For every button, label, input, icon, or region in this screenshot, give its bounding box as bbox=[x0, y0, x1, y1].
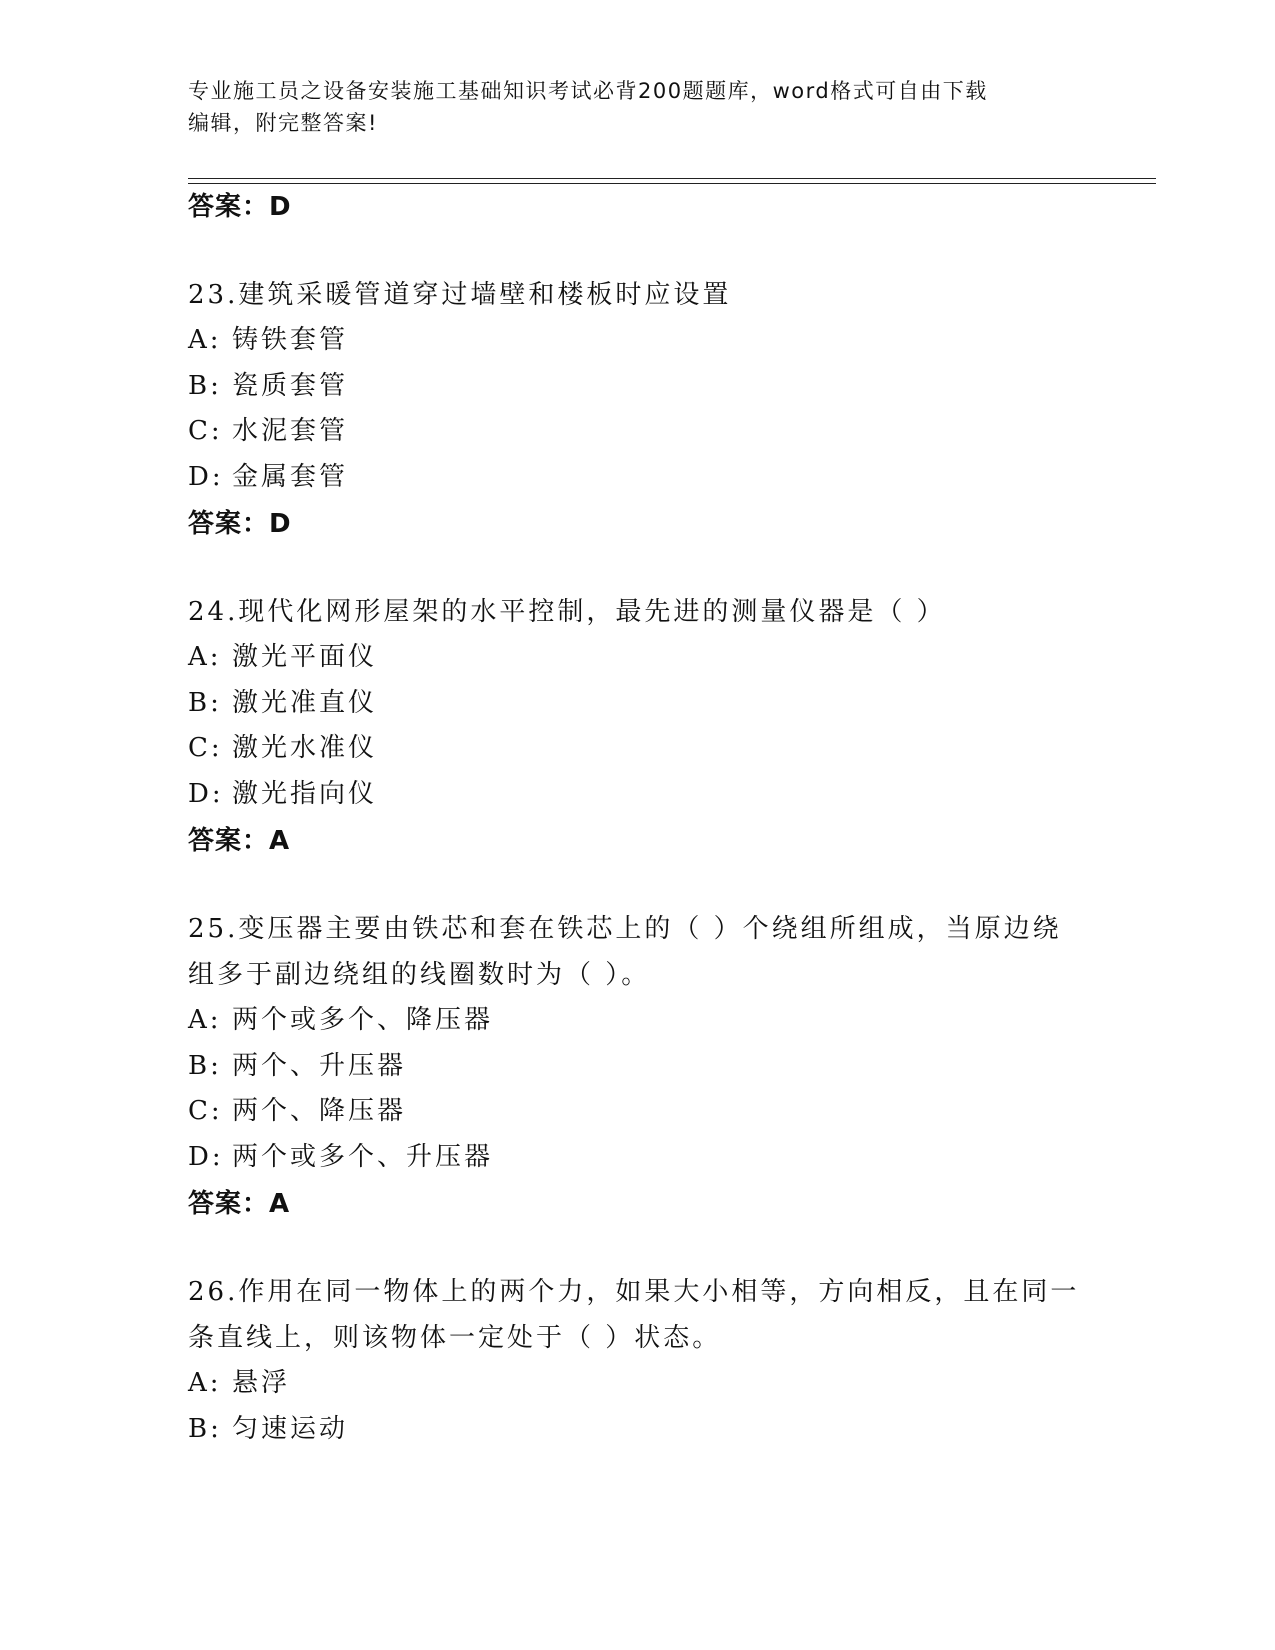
header-divider-bottom bbox=[188, 183, 1156, 184]
option-d bbox=[188, 455, 1088, 501]
option-letter: A: bbox=[188, 325, 222, 355]
question-stem-line-2: 组多于副边绕组的线圈数时为（ ）。 bbox=[188, 960, 651, 990]
question-stem-line-2: 条直线上，则该物体一定处于（ ）状态。 bbox=[188, 1323, 722, 1353]
answer-line: 答案：A bbox=[188, 826, 291, 856]
option-a bbox=[188, 318, 1088, 364]
question-list bbox=[188, 190, 1088, 1452]
option-letter: B: bbox=[188, 1413, 222, 1444]
question-stem-line-1: 25.变压器主要由铁芯和套在铁芯上的（ ）个绕组所组成，当原边绕 bbox=[188, 914, 1062, 944]
option-a bbox=[188, 1361, 1088, 1407]
answer-line: 答案：D bbox=[188, 509, 292, 539]
header-line-1: 专业施工员之设备安装施工基础知识考试必背200题题库，word格式可自由下载 bbox=[188, 79, 988, 103]
question-23 bbox=[188, 272, 1088, 541]
option-text: 激光指向仪 bbox=[232, 778, 378, 809]
option-d bbox=[188, 1135, 1088, 1181]
option-letter: C: bbox=[188, 416, 223, 446]
question-24 bbox=[188, 589, 1088, 858]
option-text: 铸铁套管 bbox=[232, 325, 349, 355]
option-letter: B: bbox=[188, 1050, 222, 1081]
option-b bbox=[188, 1044, 1088, 1090]
question-stem-line-1: 26.作用在同一物体上的两个力，如果大小相等，方向相反，且在同一 bbox=[188, 1277, 1080, 1307]
option-text: 瓷质套管 bbox=[232, 370, 349, 401]
option-text: 匀速运动 bbox=[232, 1413, 349, 1444]
document-header bbox=[188, 75, 1088, 139]
option-a bbox=[188, 998, 1088, 1044]
question-26 bbox=[188, 1269, 1088, 1452]
option-text: 水泥套管 bbox=[232, 416, 349, 446]
previous-answer: 答案：D bbox=[188, 192, 292, 222]
option-letter: B: bbox=[188, 370, 222, 401]
option-text: 激光水准仪 bbox=[232, 733, 378, 763]
header-line-2: 编辑，附完整答案! bbox=[188, 111, 378, 135]
question-stem: 23.建筑采暖管道穿过墙壁和楼板时应设置 bbox=[188, 280, 732, 310]
option-text: 两个或多个、升压器 bbox=[232, 1141, 494, 1172]
option-text: 激光准直仪 bbox=[232, 687, 378, 718]
option-letter: A: bbox=[188, 642, 222, 672]
option-letter: A: bbox=[188, 1368, 222, 1398]
option-text: 两个、降压器 bbox=[232, 1096, 407, 1126]
option-text: 悬浮 bbox=[232, 1368, 291, 1398]
option-c bbox=[188, 1089, 1088, 1135]
answer-line: 答案：A bbox=[188, 1189, 291, 1219]
option-c bbox=[188, 409, 1088, 455]
option-letter: D: bbox=[188, 1141, 224, 1172]
option-letter: A: bbox=[188, 1005, 222, 1035]
option-a bbox=[188, 635, 1088, 681]
option-letter: C: bbox=[188, 733, 223, 763]
option-letter: B: bbox=[188, 687, 222, 718]
option-b bbox=[188, 681, 1088, 727]
option-c bbox=[188, 726, 1088, 772]
option-letter: D: bbox=[188, 778, 224, 809]
option-letter: D: bbox=[188, 461, 224, 492]
option-text: 激光平面仪 bbox=[232, 642, 378, 672]
option-text: 金属套管 bbox=[232, 461, 349, 492]
option-d bbox=[188, 772, 1088, 818]
question-stem: 24.现代化网形屋架的水平控制，最先进的测量仪器是（ ） bbox=[188, 597, 946, 627]
option-text: 两个、升压器 bbox=[232, 1050, 407, 1081]
option-b bbox=[188, 364, 1088, 410]
header-divider-top bbox=[188, 178, 1156, 179]
option-letter: C: bbox=[188, 1096, 223, 1126]
question-25 bbox=[188, 906, 1088, 1221]
option-b bbox=[188, 1407, 1088, 1453]
option-text: 两个或多个、降压器 bbox=[232, 1005, 494, 1035]
